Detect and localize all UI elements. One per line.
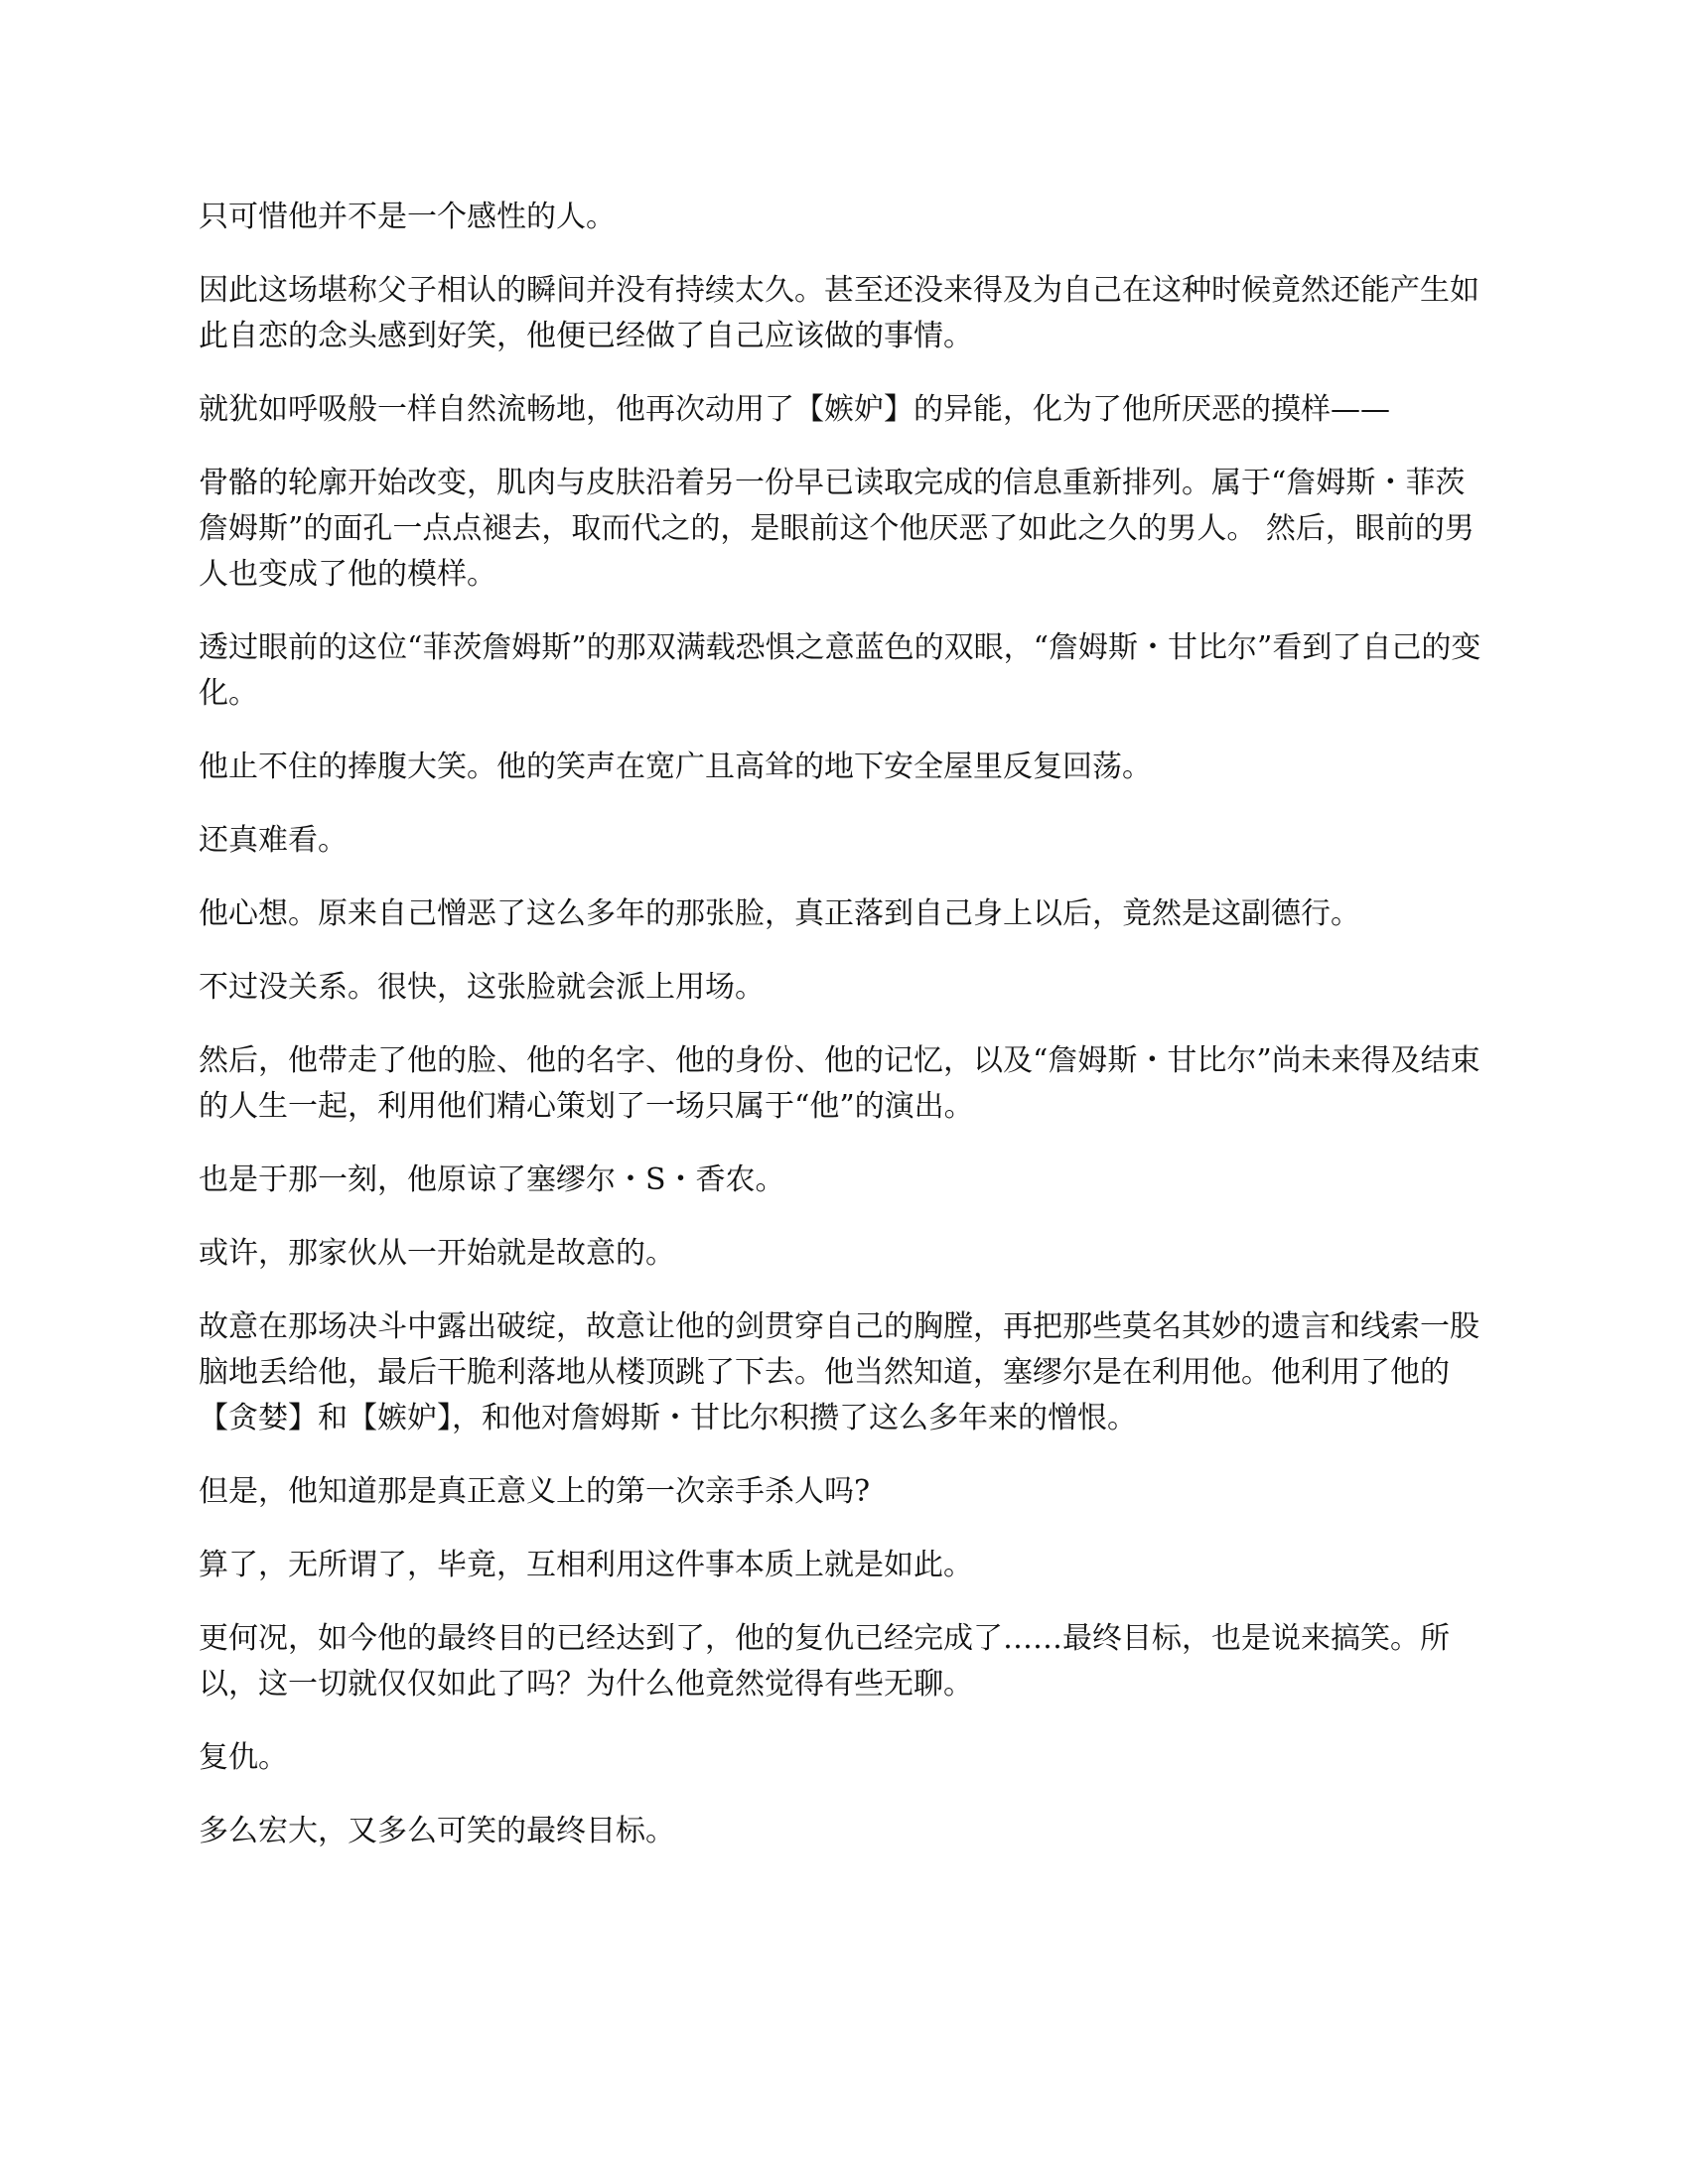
paragraph: 他心想。原来自己憎恶了这么多年的那张脸，真正落到自己身上以后，竟然是这副德行。 [199,896,1360,931]
paragraph: 还真难看。 [199,823,348,858]
paragraph: 他止不住的捧腹大笑。他的笑声在宽广且高耸的地下安全屋里反复回荡。 [199,750,1152,784]
paragraph: 但是，他知道那是真正意义上的第一次亲手杀人吗? [199,1474,871,1509]
paragraph: 更何况，如今他的最终目的已经达到了，他的复仇已经完成了……最终目标，也是说来搞笑。所以，这一切就仅仅如此了吗？为什么他竟然觉得有些无聊。 [199,1621,1450,1702]
paragraph: 然后，他带走了他的脸、他的名字、他的身份、他的记忆，以及“詹姆斯・甘比尔”尚未来得及结束的人生一起，利用他们精心策划了一场只属于“他”的演出。 [199,1043,1480,1124]
paragraph: 透过眼前的这位“菲茨詹姆斯”的那双满载恐惧之意蓝色的双眼，“詹姆斯・甘比尔”看到了自己的变化。 [199,630,1481,711]
paragraph: 多么宏大，又多么可笑的最终目标。 [199,1814,675,1848]
paragraph: 不过没关系。很快，这张脸就会派上用场。 [199,970,765,1005]
document-body [199,195,1489,1882]
paragraph: 故意在那场决斗中露出破绽，故意让他的剑贯穿自己的胸膛，再把那些莫名其妙的遗言和线索一股脑地丢给他，最后干脆利落地从楼顶跳了下去。他当然知道，塞缪尔是在利用他。他利用了他的【贪婪】和【嫉妒】，和他对詹姆斯・甘比尔积攒了这么多年来的憎恨。 [199,1309,1479,1435]
paragraph: 算了，无所谓了，毕竟，互相利用这件事本质上就是如此。 [199,1548,973,1582]
paragraph: 骨骼的轮廓开始改变，肌肉与皮肤沿着另一份早已读取完成的信息重新排列。属于“詹姆斯・菲茨詹姆斯”的面孔一点点褪去，取而代之的，是眼前这个他厌恶了如此之久的男人。 然后，眼前的男人也变成了他的模样。 [199,466,1475,592]
paragraph: 或许，那家伙从一开始就是故意的。 [199,1236,675,1271]
paragraph: 复仇。 [199,1740,288,1775]
paragraph: 只可惜他并不是一个感性的人。 [199,200,616,234]
paragraph: 就犹如呼吸般一样自然流畅地，他再次动用了【嫉妒】的异能，化为了他所厌恶的摸样—— [199,392,1390,427]
paragraph: 也是于那一刻，他原谅了塞缪尔・S・香农。 [199,1162,785,1197]
paragraph: 因此这场堪称父子相认的瞬间并没有持续太久。甚至还没来得及为自己在这种时候竟然还能产生如此自恋的念头感到好笑，他便已经做了自己应该做的事情。 [199,273,1479,353]
